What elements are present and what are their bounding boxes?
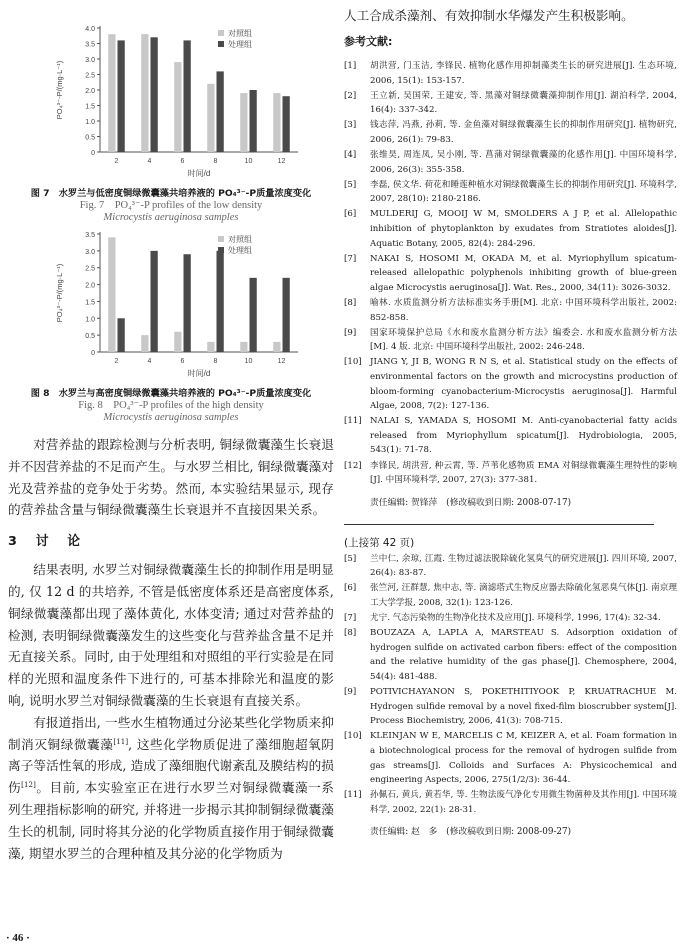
- reference-number: [7]: [344, 253, 357, 264]
- y-axis-title: PO₄³⁻-P/(mg·L⁻¹): [55, 60, 64, 120]
- figure-8-caption-en: Fig. 8 PO₄³⁻-P profiles of the high density: [78, 400, 264, 411]
- x-tick-label: 2: [114, 158, 119, 165]
- reference-text: 钱志萍, 冯燕, 孙莉, 等. 金鱼藻对铜绿微囊藻生长的抑制作用研究[J]. 植物研究, 2006, 26(1): 79-83.: [370, 120, 677, 145]
- reference-text: JIANG Y, JI B, WONG R N S, et al. Statistical study on the effects of environmental factors on the growth and microcystins production of bloom-forming cyanobacterium-Microcystis aeruginosa[J]. Harmful Algae, 2008, 7(2): 127-136.: [370, 357, 677, 412]
- reference-text: 兰中仁, 余琼, 江霞. 生物过滤法脱除硫化氢臭气的研究进展[J]. 四川环境, 2007, 26(4): 83-87.: [370, 553, 677, 579]
- reference-item: [344, 207, 677, 251]
- reference-item: [344, 118, 677, 147]
- figure-8-caption-zh: 图 8 水罗兰与高密度铜绿微囊藻共培养液的 PO₄³⁻-P质量浓度变化: [30, 388, 312, 399]
- reference-item: [344, 252, 677, 296]
- figure-8-caption-en-species: Microcystis aeruginosa samples: [103, 412, 239, 423]
- bar-control: [174, 62, 181, 152]
- legend-label: 对照组: [228, 29, 252, 38]
- reference-text: 李锋民, 胡洪营, 种云霄, 等. 芦苇化感物质 EMA 对铜绿微囊藻生理特性的影响[J]. 中国环境科学, 2007, 27(3): 377-381.: [370, 460, 677, 486]
- bar-treatment: [250, 278, 257, 352]
- right-column: [344, 6, 677, 839]
- reference-number: [2]: [344, 90, 357, 101]
- figure-7-chart: [8, 6, 334, 188]
- y-tick-label: 2.5: [85, 72, 95, 80]
- y-tick-label: 2.0: [85, 88, 95, 95]
- y-tick-label: 3.0: [85, 57, 95, 64]
- figure-7-caption-zh: 图 7 水罗兰与低密度铜绿微囊藻共培养液的 PO₄³⁻-P质量浓度变化: [30, 188, 312, 199]
- x-tick-label: 6: [180, 158, 185, 165]
- reference-number: [11]: [344, 790, 362, 801]
- reference-text: 李磊, 侯文华. 荷花和睡莲种植水对铜绿微囊藻生长的抑制作用研究[J]. 环境科学, 2007, 28(10): 2180-2186.: [370, 179, 677, 205]
- x-tick-label: 8: [213, 358, 218, 365]
- bar-control: [141, 335, 148, 352]
- reference-item: [344, 626, 677, 684]
- bar-treatment: [217, 251, 224, 352]
- reference-number: [1]: [344, 61, 357, 71]
- legend-swatch: [218, 236, 224, 242]
- reference-number: [5]: [344, 179, 357, 190]
- reference-text: 胡洪营, 门玉洁, 李锋民. 植物化感作用抑制藻类生长的研究进展[J]. 生态环境, 2006, 15(1): 153-157.: [370, 61, 677, 86]
- y-tick-label: 1.5: [85, 103, 95, 111]
- citation-11: [11]: [113, 737, 129, 746]
- references-title: 参考文献:: [344, 35, 393, 48]
- y-tick-label: 3.0: [85, 248, 95, 256]
- paragraph-discussion-results: 结果表明, 水罗兰对铜绿微囊藻生长的抑制作用是明显的, 仅 12 d 的共培养, 不管是低密度体系还是高密度体系, 铜绿微囊藻都出现了藻体黄化, 水体变清; 通过对营养盐的检测, 表明铜绿微囊藻发生的这些变化与营养盐含量不足并无直接关系。同时, 由于处理组和对照组的平行实验是在同样的光照和温度条件下进行的, 可基本排除光和温度的影响, 说明水罗兰对铜绿微囊藻的生长衰退有直接关系。: [8, 562, 334, 708]
- legend-label: 处理组: [228, 40, 252, 49]
- references-list: [344, 59, 677, 488]
- reference-item: [344, 788, 677, 817]
- reference-item: [344, 414, 677, 458]
- reference-number: [8]: [344, 298, 357, 308]
- continued-from-label: (上接第 42 页): [344, 536, 415, 549]
- bar-control: [240, 93, 247, 152]
- reference-number: [10]: [344, 731, 362, 742]
- x-tick-label: 12: [277, 158, 286, 165]
- y-tick-label: 1.0: [85, 316, 95, 324]
- reference-text: MULDERIJ G, MOOIJ W M, SMOLDERS A J P, et al. Allelopathic inhibition of phytoplankton by exudates from Stratiotes aloides[J]. Aquatic Botany, 2005, 82(4): 284-296.: [370, 209, 677, 249]
- bar-treatment: [151, 251, 158, 352]
- bar-treatment: [283, 278, 290, 352]
- reference-item: [344, 729, 677, 787]
- citation-12: [12]: [21, 780, 36, 789]
- x-tick-label: 12: [277, 358, 286, 365]
- reference-number: [9]: [344, 687, 357, 698]
- x-axis-title: 时间/d: [187, 369, 211, 378]
- x-tick-label: 6: [180, 358, 185, 365]
- legend-swatch: [218, 41, 224, 47]
- reference-item: [344, 59, 677, 88]
- reference-number: [9]: [344, 327, 357, 338]
- reference-number: [5]: [344, 553, 357, 564]
- reference-item: [344, 459, 677, 488]
- divider: [344, 524, 654, 525]
- y-tick-label: 3.5: [85, 41, 95, 49]
- bar-control: [273, 93, 280, 152]
- figure-8-chart: [8, 226, 334, 388]
- legend-swatch: [218, 30, 224, 36]
- x-tick-label: 2: [114, 358, 119, 365]
- bar-treatment: [118, 318, 125, 352]
- bar-treatment: [184, 254, 191, 352]
- reference-item: [344, 89, 677, 118]
- y-tick-label: 1.5: [85, 299, 95, 307]
- reference-item: [344, 178, 677, 207]
- figure-7-caption-en-species: Microcystis aeruginosa samples: [103, 212, 239, 223]
- reference-number: [7]: [344, 613, 357, 624]
- bar-control: [108, 34, 115, 152]
- y-axis-title: PO₄³⁻-P/(mg·L⁻¹): [55, 263, 64, 323]
- x-tick-label: 10: [244, 358, 253, 365]
- left-column: [8, 6, 334, 864]
- y-tick-label: 0.5: [85, 134, 95, 142]
- paragraph-text: , 这些化学物质促进了藻细胞超氧阴离子等活性氧的形成, 造成了藻细胞代谢紊乱及膜结构的损伤: [8, 736, 334, 796]
- x-tick-label: 10: [244, 158, 253, 165]
- editor-note: 责任编辑: 贺锋萍 (修改稿收到日期: 2008-07-17): [370, 497, 572, 508]
- reference-item: [344, 552, 677, 581]
- reference-text: 国家环境保护总局《水和废水监测分析方法》编委会. 水和废水监测分析方法[M]. 4 版. 北京: 中国环境科学出版社, 2002: 246-248.: [370, 327, 677, 353]
- x-tick-label: 8: [213, 158, 218, 165]
- legend-label: 对照组: [228, 235, 252, 244]
- x-axis-title: 时间/d: [187, 169, 211, 178]
- paragraph-discussion-mechanism: [8, 712, 334, 865]
- paragraph-text: 。目前, 本实验室正在进行水罗兰对铜绿微囊藻一系列生理指标影响的研究, 并将进一步揭示其抑制铜绿微囊藻生长的机制, 同时将其分泌的化学物质直接作用于铜绿微囊藻, 期望水罗兰的合理种植及其分泌的化学物质为: [8, 780, 334, 861]
- reference-text: 孙佩石, 黄兵, 黄若华, 等. 生物法废气净化专用微生物菌种及其作用[J]. 中国环境科学, 2002, 22(1): 28-31.: [370, 790, 677, 815]
- y-tick-label: 2.0: [85, 282, 95, 290]
- bar-control: [273, 342, 280, 352]
- reference-number: [12]: [344, 460, 362, 471]
- reference-item: [344, 148, 677, 177]
- bar-control: [240, 342, 247, 352]
- y-tick-label: 0: [91, 150, 95, 157]
- reference-number: [4]: [344, 150, 357, 161]
- bar-treatment: [151, 37, 158, 152]
- reference-number: [3]: [344, 120, 357, 131]
- references-list-continued: [344, 552, 677, 818]
- x-tick-label: 4: [147, 358, 152, 365]
- reference-text: POTIVICHAYANON S, POKETHITIYOOK P, KRUATRACHUE M. Hydrogen sulfide removal by a novel fixed-film bioscrubber system[J]. Process Biochemistry, 2006, 41(3): 708-715.: [370, 687, 677, 727]
- reference-text: 王立新, 吴国荣, 王建安, 等. 黑藻对铜绿微囊藻抑制作用[J]. 湖泊科学, 2004, 16(4): 337-342.: [370, 90, 677, 116]
- bar-control: [108, 237, 115, 352]
- section-title-discussion: 3 讨 论: [8, 534, 84, 550]
- legend-label: 处理组: [228, 246, 252, 255]
- reference-text: BOUZAZA A, LAPLA A, MARSTEAU S. Adsorption oxidation of hydrogen sulfide on activated carbon fibers: effect of the composition and the relative humidity of the gas phase[J]. Chemosphere, 2004, 54(4): 481-488.: [370, 628, 677, 682]
- reference-number: [6]: [344, 583, 357, 594]
- editor-note-2: 责任编辑: 赵 多 (修改稿收到日期: 2008-09-27): [370, 827, 572, 838]
- reference-text: 张维昊, 周连凤, 吴小刚, 等. 菖蒲对铜绿微囊藻的化感作用[J]. 中国环境科学, 2006, 26(3): 355-358.: [370, 150, 677, 175]
- paragraph-text: 有报道指出, 一些水生植物通过分泌某些化学物质来抑制消灭铜绿微囊藻: [8, 714, 334, 752]
- reference-text: NALAI S, YAMADA S, HOSOMI M. Anti-cyanobacterial fatty acids released from Myriophyllum spicatum[J]. Hydrobiologia, 2005, 543(1): 71-78.: [370, 416, 677, 456]
- y-tick-label: 1.0: [85, 119, 95, 126]
- legend-swatch: [218, 247, 224, 253]
- reference-text: KLEINJAN W E, MARCELIS C M, KEIZER A, et al. Foam formation in a biotechnological process for the removal of hydrogen sulfide from gas streams[J]. Colloids and Surfaces A: Physicochemical and engineering Aspects, 2006, 275(1/2/3): 36-44.: [370, 731, 677, 786]
- reference-text: 喻林. 水质监测分析方法标准实务手册[M]. 北京: 中国环境科学出版社, 2002: 852-858.: [370, 298, 677, 323]
- reference-text: 尤宁. 气态污染物的生物净化技术及应用[J]. 环境科学, 1996, 17(4): 32-34.: [370, 613, 661, 624]
- figure-8-caption: [8, 388, 334, 424]
- bar-treatment: [283, 96, 290, 152]
- reference-item: [344, 685, 677, 729]
- reference-number: [10]: [344, 357, 362, 368]
- figure-7-caption-en: Fig. 7 PO₄³⁻-P profiles of the low density: [79, 200, 263, 211]
- paragraph-conclusion-end: 人工合成杀藻剂、有效抑制水华爆发产生积极影响。: [344, 8, 634, 23]
- bar-treatment: [118, 40, 125, 152]
- y-tick-label: 4.0: [85, 26, 95, 33]
- bar-control: [174, 332, 181, 352]
- reference-item: [344, 611, 677, 626]
- y-tick-label: 3.5: [85, 232, 95, 239]
- reference-item: [344, 296, 677, 325]
- bar-treatment: [250, 90, 257, 152]
- reference-number: [6]: [344, 209, 357, 220]
- figure-7-caption: [8, 188, 334, 224]
- reference-item: [344, 355, 677, 413]
- reference-number: [11]: [344, 416, 362, 427]
- paragraph-nutrient-analysis: 对营养盐的跟踪检测与分析表明, 铜绿微囊藻生长衰退并不因营养盐的不足而产生。与水罗兰相比, 铜绿微囊藻对光及营养盐的竞争处于劣势。然而, 本实验结果显示, 现存的营养盐含量与铜绿微囊藻生长衰退并不直接因果关系。: [8, 437, 335, 518]
- bar-treatment: [184, 40, 191, 152]
- y-tick-label: 0.5: [85, 333, 95, 341]
- y-tick-label: 2.5: [85, 265, 95, 273]
- reference-item: [344, 326, 677, 355]
- bar-control: [141, 34, 148, 152]
- reference-text: 张竺河, 汪群慧, 焦中志, 等. 滴滤塔式生物反应器去除硫化氢恶臭气体[J]. 南京理工大学学报, 2008, 32(1): 123-126.: [370, 583, 677, 608]
- x-tick-label: 4: [147, 158, 152, 165]
- bar-treatment: [217, 71, 224, 152]
- reference-number: [8]: [344, 628, 357, 639]
- reference-item: [344, 581, 677, 610]
- bar-control: [207, 342, 214, 352]
- bar-control: [207, 84, 214, 152]
- reference-text: NAKAI S, HOSOMI M, OKADA M, et al. Myriophyllum spicatum-released allelopathic polyphenols inhibiting growth of blue-green algae Microcystis aeruginosa[J]. Wat. Res., 2000, 34(11): 3026-3032.: [370, 253, 677, 293]
- page-number: · 46 ·: [6, 932, 30, 944]
- y-tick-label: 0: [91, 350, 95, 357]
